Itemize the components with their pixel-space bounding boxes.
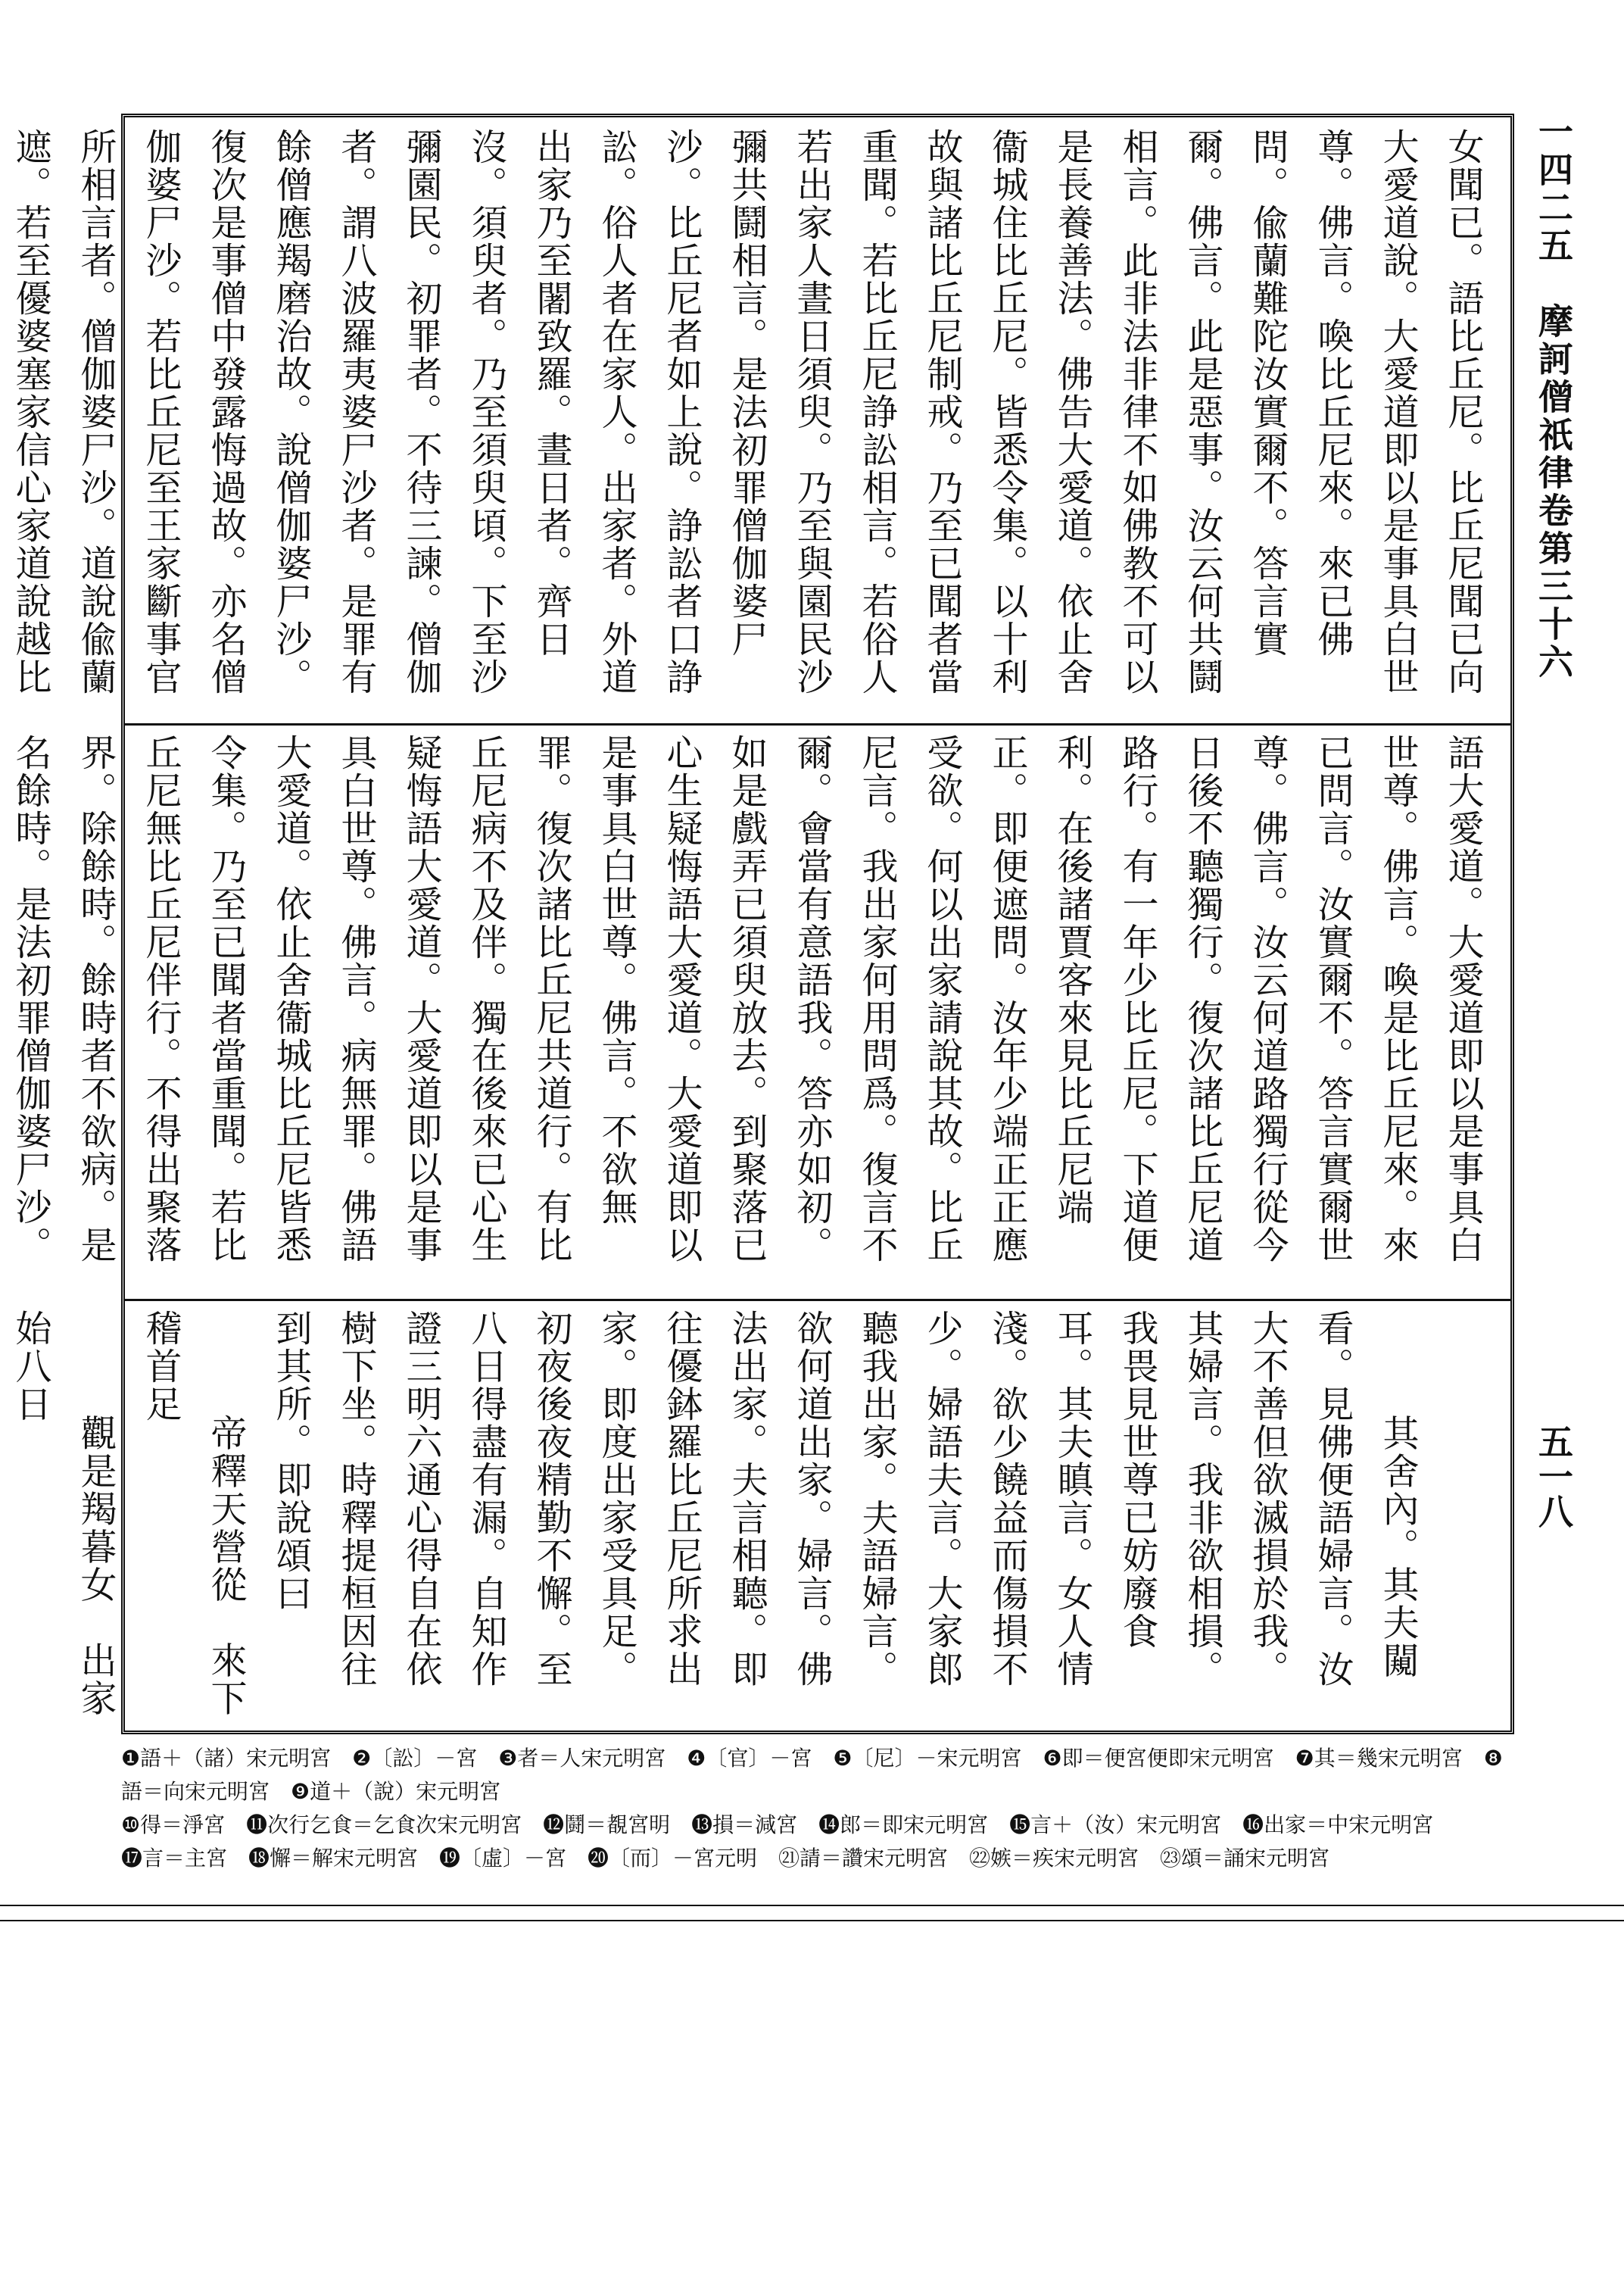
band-2-text: 語大愛道。大愛道即以是事具白世尊。佛言。喚是比丘尼來。來已問言。汝實爾不。答言實爾世尊。佛言。汝云何道路獨行從今日後不聽獨行。復次諸比丘尼道路行。有一年少比丘尼。下道便利。在後諸賈客來見比丘尼端正。即便遮問。汝年少端正正應受欲。何以出家請說其故。比丘尼言。我出家何用問爲。復言不爾。會當有意語我。答亦如初。如是戲弄已須臾放去。到聚落已心生疑悔語大愛道。大愛道即以是事具白世尊。佛言。不欲無罪。復次諸比丘尼共道行。有比丘尼病不及伴。獨在後來已心生疑悔語大愛道。大愛道即以是事具白世尊。佛言。病無罪。佛語大愛道。依止舍衞城比丘尼皆悉令集。乃至已聞者當重聞。若比丘尼無比丘尼伴行。不得出聚落界。除餘時。餘時者不欲病。是名餘時。是法初罪僧伽婆尸沙。	[9, 734, 1484, 1264]
bottom-rule-1	[0, 1905, 1624, 1906]
footnote-line-3: ⓱言＝主宮 ⓲懈＝解宋元明宮 ⓳〔虛〕－宮 ⓴〔而〕－宮元明 ㉑請＝讚宋元明宮 ㉒嫉＝疾宋元明宮 ㉓頌＝誦宋元明宮	[121, 1846, 1330, 1871]
footnote-line-1: ❶語＋（諸）宋元明宮 ❷〔訟〕－宮 ❸者＝人宋元明宮 ❹〔官〕－宮 ❺〔尼〕－宋元明宮 ❻即＝便宮便即宋元明宮 ❼其＝幾宋元明宮 ❽語＝向宋元明宮 ❾道＋（說）宋元明宮	[121, 1746, 1503, 1804]
band-3-text	[0, 1309, 1495, 1723]
page-header: 一四二五 摩訶僧祇律卷第三十六	[1533, 114, 1574, 682]
side-page-number: 五一八	[1533, 1424, 1574, 1528]
verse-1: 帝釋天營從 來下稽首足	[139, 1309, 247, 1718]
verse-2: 觀是羯暮女 出家始八日	[9, 1309, 117, 1718]
text-band-2	[9, 723, 1510, 1301]
text-band-1	[9, 117, 1510, 726]
text-band-3	[9, 1299, 1510, 1734]
band-1-text: 女聞已。語比丘尼。比丘尼聞已向大愛道說。大愛道即以是事具白世尊。佛言。喚比丘尼來。來已佛問。偸蘭難陀汝實爾不。答言實爾。佛言。此是惡事。汝云何共鬪相言。此非法非律不如佛教不可以是長養善法。佛告大愛道。依止舍衞城住比丘尼。皆悉令集。以十利故與諸比丘尼制戒。乃至已聞者當重聞。若比丘尼諍訟相言。若俗人若出家人晝日須臾。乃至與園民沙彌共鬪相言。是法初罪僧伽婆尸沙。比丘尼者如上說。諍訟者口諍訟。俗人者在家人。出家者。外道出家乃至闍致羅。晝日者。齊日沒。須臾者。乃至須臾頃。下至沙彌園民。初罪者。不待三諫。僧伽者。謂八波羅夷婆尸沙者。是罪有餘僧應羯磨治故。說僧伽婆尸沙。復次是事僧中發露悔過故。亦名僧伽婆尸沙。若比丘尼至王家斷事官所相言者。僧伽婆尸沙。道說偸蘭遮。若至優婆塞家信心家道說越比	[9, 128, 1484, 696]
bottom-rule-2	[0, 1920, 1624, 1921]
footnote-line-2: ❿得＝淨宮 ⓫次行乞食＝乞食次宋元明宮 ⓬鬪＝覩宮明 ⓭損＝減宮 ⓮郎＝即宋元明宮 ⓯言＋（汝）宋元明宮 ⓰出家＝中宋元明宮	[121, 1812, 1434, 1837]
text-frame	[9, 114, 1514, 1734]
footnotes	[121, 1742, 1514, 1875]
band-3-prose-right: 其舍內。其夫闚看。見佛便語婦言。汝大不善但欲滅損於我。其婦言。我非欲相損。我畏見世尊已妨廢食耳。其夫瞋言。女人情淺。欲少饒益而傷損不少。婦語夫言。大家郎聽我出家。夫語婦言。欲何道出家。婦言。佛法出家。夫言相聽。即往優鉢羅比丘尼所求出家。即度出家受具足。初夜後夜精勤不懈。至八日得盡有漏。自知作證三明六通心得自在依樹下坐。時釋提桓因往到其所。即說頌曰	[270, 1309, 1419, 1688]
